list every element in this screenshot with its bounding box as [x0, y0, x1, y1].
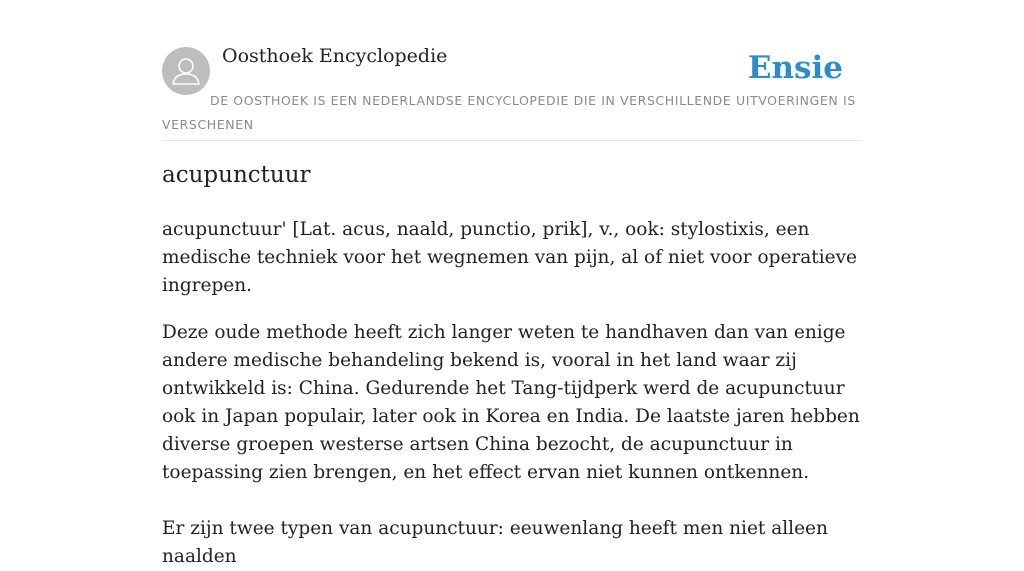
site-header [162, 0, 862, 141]
site-title[interactable]: Oosthoek Encyclopedie [222, 45, 448, 67]
avatar[interactable] [162, 47, 210, 95]
site-tagline: DE OOSTHOEK IS EEN NEDERLANDSE ENCYCLOPEDIE DIE IN VERSCHILLENDE UITVOERINGEN IS VERSCHENEN [162, 93, 856, 132]
brand-logo[interactable]: Ensie [747, 50, 843, 86]
page-title: acupunctuur [162, 162, 311, 188]
article-body [162, 216, 862, 571]
user-silhouette-icon [162, 47, 210, 95]
article-paragraph-2: Deze oude methode heeft zich langer weten te handhaven dan van enige andere medische behandeling bekend is, vooral in het land waar zij ontwikkeld is: China. Gedurende het Tang-tijdperk werd de acupunctuur ook in Japan populair, later ook in Korea en India. De laatste jaren hebben diverse groepen westerse artsen China bezocht, de acupunctuur in toepassing zien brengen, en het effect ervan niet kunnen ontkennen. [162, 322, 860, 483]
article-paragraph-3: Er zijn twee typen van acupunctuur: eeuwenlang heeft men niet alleen naalden [162, 518, 828, 567]
page-container [162, 0, 862, 567]
article-paragraph-1: acupunctuur' [Lat. acus, naald, punctio, prik], v., ook: stylostixis, een medische techniek voor het wegnemen van pijn, al of niet voor operatieve ingrepen. [162, 219, 857, 296]
